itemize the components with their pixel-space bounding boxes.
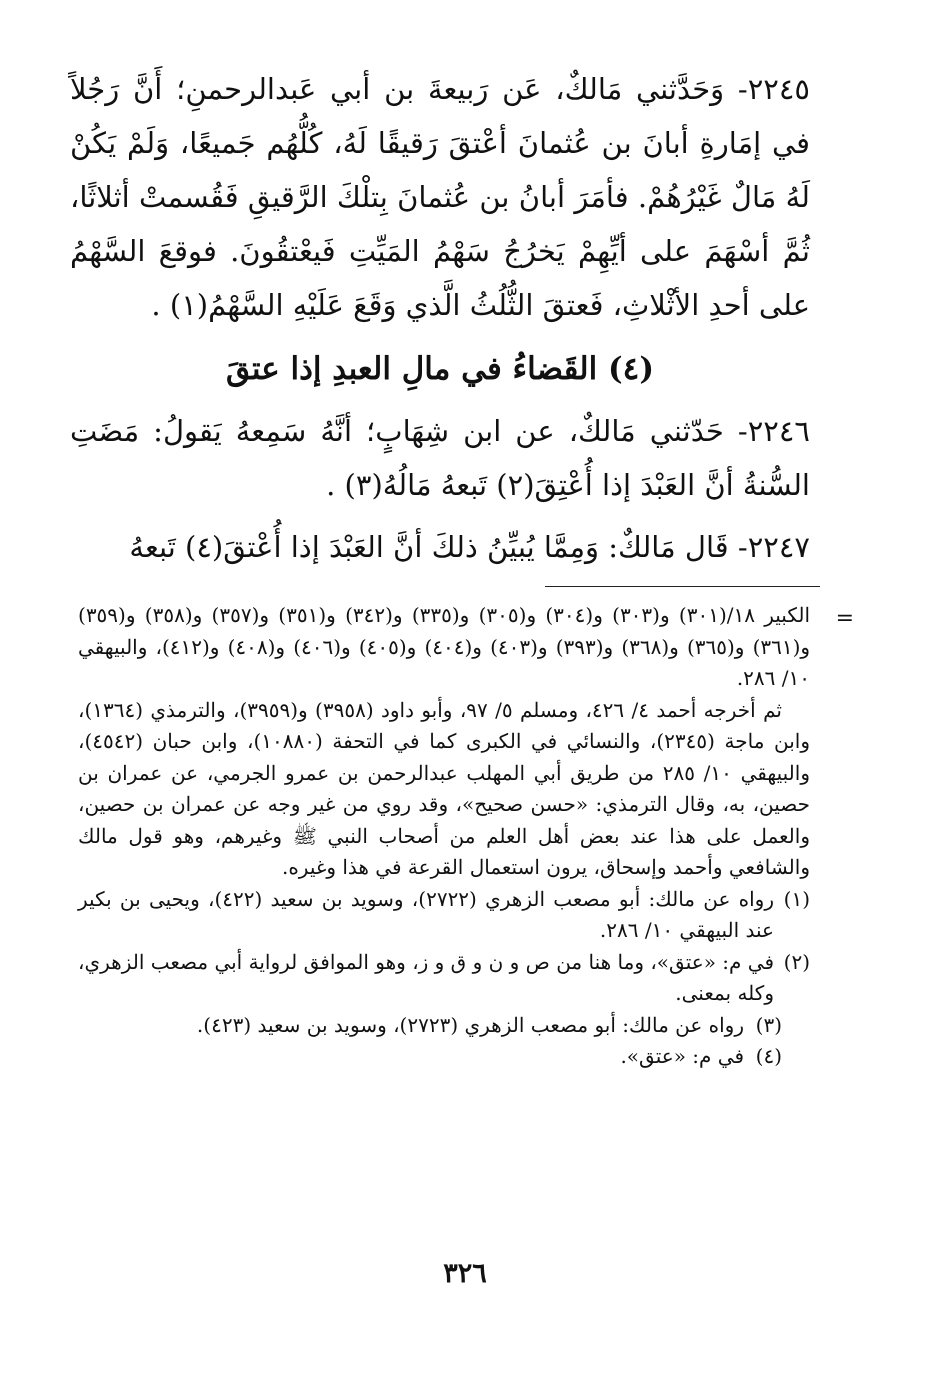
hadith-2247: ٢٢٤٧- قَال مَالكٌ: وَمِمَّا يُبيِّنُ ذلكَ أنَّ العَبْدَ إذا أُعْتقَ(٤) تَبعهُ: [129, 530, 810, 564]
footnote-3: [78, 1010, 810, 1042]
footnote-1-text: رواه عن مالك: أبو مصعب الزهري (٢٧٢٢)، وسويد بن سعيد (٤٢٢)، ويحيى بن بكير عند البيهقي ١٠/ ٢٨٦.: [78, 886, 774, 942]
footnote-4-text: في م: «عتق».: [620, 1044, 744, 1068]
footnote-2: [78, 947, 810, 1010]
footnotes: [78, 600, 854, 1073]
footnote-continuation-1: الكبير ١٨/(٣٠١) و(٣٠٣) و(٣٠٤) و(٣٠٥) و(٣٣٥) و(٣٤٢) و(٣٥١) و(٣٥٧) و(٣٥٨) و(٣٥٩) و(٣٦١) و(٣٦٥) و(٣٦٨) و(٣٩٣) و(٤٠٣) و(٤٠٤) و(٤٠٥) و(٤٠٦) و(٤٠٨) و(٤١٢)، والبيهقي ١٠/ ٢٨٦.: [78, 603, 811, 690]
footnote-3-text: رواه عن مالك: أبو مصعب الزهري (٢٧٢٣)، وسويد بن سعيد (٤٢٣).: [196, 1012, 744, 1037]
footnote-divider: [545, 586, 820, 587]
footnote-2-text: في م: «عتق»، وما هنا من ص و ن و ق و ز، وهو الموافق لرواية أبي مصعب الزهري، وكله بمعنى.: [78, 949, 775, 1005]
footnote-1: [78, 884, 810, 947]
footnote-4: [78, 1041, 810, 1073]
chapter-heading: (٤) القَضاءُ في مالِ العبدِ إذا عتقَ: [225, 351, 654, 387]
footnote-3-number: (٣): [755, 1012, 782, 1037]
hadith-2245: ٢٢٤٥- وَحَدَّثني مَالكٌ، عَن رَبيعةَ بن أبي عَبدالرحمنِ؛ أَنَّ رَجُلاً في إمَارةِ أبانَ بن عُثمانَ أعْتقَ رَقيقًا لَهُ، كُلُّهُم جَميعًا، وَلَمْ يَكُنْ لَهُ مَالٌ غَيْرُهُمْ. فأمَرَ أبانُ بن عُثمانَ بِتلْكَ الرَّقيقِ فَقُسمتْ أثلاثًا، ثُمَّ أسْهَمَ على أيِّهِمْ يَخرُجُ سَهْمُ المَيِّتِ فَيعْتقُونَ. فوقعَ السَّهْمُ على أحدِ الأثْلاثِ، فَعتقَ الثُّلُثُ الَّذي وَقَعَ عَلَيْهِ السَّهْمُ(١) .: [70, 72, 810, 322]
footnote-4-number: (٤): [755, 1044, 782, 1068]
footnote-continuation-2: ثم أخرجه أحمد ٤/ ٤٢٦، ومسلم ٥/ ٩٧، وأبو داود (٣٩٥٨) و(٣٩٥٩)، والترمذي (١٣٦٤)، وابن ماجة (٢٣٤٥)، والنسائي في الكبرى كما في التحفة (١٠٨٨٠)، وابن حبان (٤٥٤٢)، والبيهقي ١٠/ ٢٨٥ من طريق أبي المهلب عبدالرحمن بن عمرو الجرمي، عن عمران بن حصين، به، وقال الترمذي: «حسن صحيح»، وقد روي من غير وجه عن عمران بن حصين، والعمل على هذا عند بعض أهل العلم من أصحاب النبي ﷺ وغيرهم، وهو قول مالك والشافعي وأحمد وإسحاق، يرون استعمال القرعة في هذا وغيره.: [78, 697, 810, 879]
footnote-1-number: (١): [783, 886, 810, 911]
hadith-2246: ٢٢٤٦- حَدّثني مَالكٌ، عن ابن شِهَابٍ؛ أنَّهُ سَمِعهُ يَقولُ: مَضَتِ السُّنةُ أنَّ العَبْدَ إذا أُعْتِقَ(٢) تَبعهُ مَالُهُ(٣) .: [70, 414, 810, 502]
main-text: [70, 62, 810, 574]
continuation-mark: =: [835, 606, 854, 631]
page-number: ٣٢٦: [443, 1258, 487, 1289]
footnote-2-number: (٢): [783, 949, 810, 974]
